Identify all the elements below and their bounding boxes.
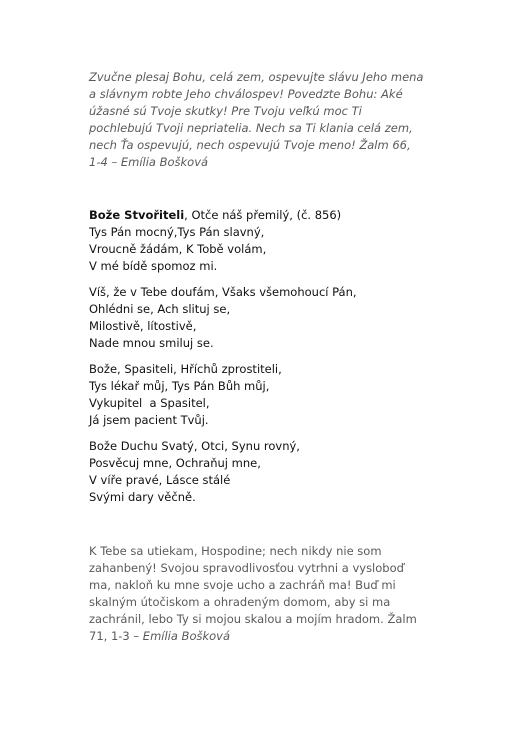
hymn-title: Bože Stvořiteli <box>89 208 185 222</box>
closing-line: zahanbený! Svojou spravodlivosťou vytrhni a vysloboď <box>89 561 404 575</box>
intro-line: úžasné sú Tvoje skutky! Pre Tvoju veľkú moc Ti <box>89 104 362 118</box>
intro-line: Zvučne plesaj Bohu, celá zem, ospevujte slávu Jeho mena <box>89 70 424 84</box>
closing-last-line <box>89 628 434 645</box>
hymn-line: V víře pravé, Lásce stálé <box>89 473 231 487</box>
intro-line: pochlebujú Tvoji nepriatelia. Nech sa Ti klania celá zem, <box>89 121 413 135</box>
hymn-line: Vykupitel a Spasitel, <box>89 396 210 410</box>
hymn-line: Svými dary věčně. <box>89 490 196 504</box>
hymn-line: Tys lékař můj, Tys Pán Bůh můj, <box>89 379 270 393</box>
intro-line: a slávnym robte Jeho chválospev! Povedzte Bohu: Aké <box>89 87 403 101</box>
intro-line: 1-4 – Emília Bošková <box>89 155 209 169</box>
hymn-line: Bože Duchu Svatý, Otci, Synu rovný, <box>89 439 300 453</box>
hymn-title-rest: , Otče náš přemilý, (č. 856) <box>184 208 342 222</box>
intro-line: nech Ťa ospevujú, nech ospevujú Tvoje meno! Žalm 66, <box>89 138 411 152</box>
hymn-line: Ohlédni se, Ach slituj se, <box>89 302 231 316</box>
hymn-title-line <box>89 207 449 224</box>
closing-line: ma, nakloň ku mne svoje ucho a zachráň ma! Buď mi <box>89 578 396 592</box>
closing-line: 71, 1-3 – <box>89 629 143 643</box>
closing-attribution: Emília Bošková <box>142 629 231 643</box>
hymn-line: Nade mnou smiluj se. <box>89 336 214 350</box>
hymn-stanza-4 <box>89 438 449 506</box>
hymn-line: Posvěcuj mne, Ochraňuj mne, <box>89 456 261 470</box>
hymn-line: Tys Pán mocný,Tys Pán slavný, <box>89 225 265 239</box>
hymn-line: V mé bídě spomoz mi. <box>89 259 218 273</box>
hymn-line: Víš, že v Tebe doufám, Všaks všemohoucí Pán, <box>89 285 357 299</box>
hymn-line: Vroucně žádám, K Tobě volám, <box>89 242 267 256</box>
closing-psalm-quote <box>89 543 434 645</box>
hymn-stanza-2 <box>89 284 449 352</box>
closing-line: skalným útočiskom a ohradeným domom, aby si ma <box>89 595 391 609</box>
hymn-line: Já jsem pacient Tvůj. <box>89 413 209 427</box>
closing-line: zachránil, lebo Ty si mojou skalou a mojím hradom. Žalm <box>89 612 417 626</box>
hymn-stanza-1 <box>89 207 449 275</box>
hymn-line: Bože, Spasiteli, Hříchů zprostiteli, <box>89 362 282 376</box>
intro-psalm-quote <box>89 69 449 171</box>
hymn-stanza-3 <box>89 361 449 429</box>
closing-line: K Tebe sa utiekam, Hospodine; nech nikdy nie som <box>89 544 382 558</box>
hymn <box>89 207 449 515</box>
hymn-line: Milostivě, lítostivě, <box>89 319 197 333</box>
